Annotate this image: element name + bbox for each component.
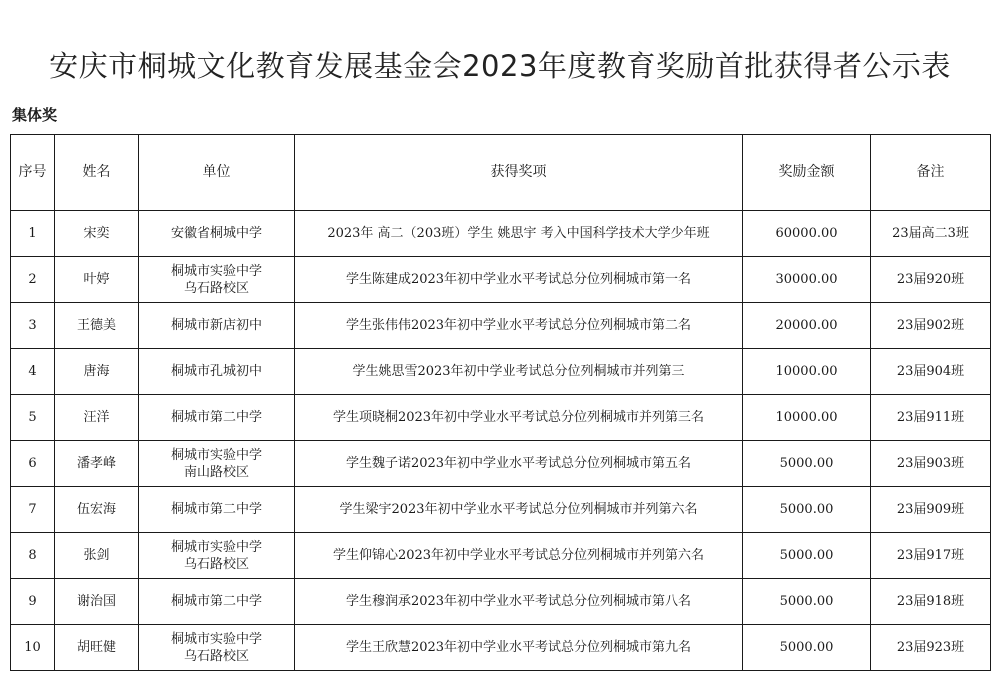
cell-index: 6	[11, 441, 55, 487]
unit-line-1: 桐城市实验中学	[170, 631, 262, 647]
cell-name: 伍宏海	[55, 487, 139, 533]
cell-amount: 5000.00	[743, 487, 871, 533]
header-amount: 奖励金额	[743, 135, 871, 211]
table-header-row	[11, 135, 991, 211]
cell-amount: 20000.00	[743, 303, 871, 349]
cell-note: 23届高二3班	[871, 211, 991, 257]
section-label: 集体奖	[12, 106, 58, 124]
unit-line-2: 乌石路校区	[183, 648, 249, 664]
cell-award: 学生陈建成2023年初中学业水平考试总分位列桐城市第一名	[295, 257, 743, 303]
cell-award: 学生梁宇2023年初中学业水平考试总分位列桐城市并列第六名	[295, 487, 743, 533]
cell-amount: 10000.00	[743, 349, 871, 395]
table-row	[11, 487, 991, 533]
unit-line-1: 桐城市第二中学	[170, 502, 262, 517]
header-unit: 单位	[139, 135, 295, 211]
cell-unit	[139, 303, 295, 349]
cell-index: 3	[11, 303, 55, 349]
unit-line-1: 桐城市新店初中	[170, 318, 262, 333]
cell-note: 23届903班	[871, 441, 991, 487]
header-award: 获得奖项	[295, 135, 743, 211]
cell-amount: 5000.00	[743, 533, 871, 579]
table-row	[11, 625, 991, 671]
cell-unit	[139, 211, 295, 257]
table-row	[11, 441, 991, 487]
header-note: 备注	[871, 135, 991, 211]
cell-unit	[139, 395, 295, 441]
cell-index: 10	[11, 625, 55, 671]
cell-unit	[139, 441, 295, 487]
cell-award: 学生姚思雪2023年初中学业考试总分位列桐城市并列第三	[295, 349, 743, 395]
cell-unit	[139, 533, 295, 579]
unit-line-2: 乌石路校区	[183, 280, 249, 296]
cell-note: 23届902班	[871, 303, 991, 349]
unit-line-2: 乌石路校区	[183, 556, 249, 572]
cell-award: 学生魏子诺2023年初中学业水平考试总分位列桐城市第五名	[295, 441, 743, 487]
unit-line-1: 桐城市实验中学	[170, 447, 262, 463]
cell-award: 学生王欣慧2023年初中学业水平考试总分位列桐城市第九名	[295, 625, 743, 671]
cell-amount: 5000.00	[743, 579, 871, 625]
cell-index: 7	[11, 487, 55, 533]
cell-unit	[139, 487, 295, 533]
cell-note: 23届904班	[871, 349, 991, 395]
cell-amount: 60000.00	[743, 211, 871, 257]
cell-name: 潘孝峰	[55, 441, 139, 487]
cell-index: 8	[11, 533, 55, 579]
table-row	[11, 533, 991, 579]
cell-index: 5	[11, 395, 55, 441]
award-table	[10, 134, 991, 671]
cell-note: 23届917班	[871, 533, 991, 579]
cell-note: 23届911班	[871, 395, 991, 441]
unit-line-1: 桐城市实验中学	[170, 539, 262, 555]
unit-line-2: 南山路校区	[183, 464, 249, 480]
header-index: 序号	[11, 135, 55, 211]
cell-amount: 30000.00	[743, 257, 871, 303]
cell-unit	[139, 579, 295, 625]
cell-amount: 5000.00	[743, 441, 871, 487]
cell-note: 23届918班	[871, 579, 991, 625]
cell-note: 23届923班	[871, 625, 991, 671]
cell-name: 谢治国	[55, 579, 139, 625]
cell-name: 汪洋	[55, 395, 139, 441]
cell-award: 学生穆润承2023年初中学业水平考试总分位列桐城市第八名	[295, 579, 743, 625]
cell-note: 23届909班	[871, 487, 991, 533]
cell-name: 张剑	[55, 533, 139, 579]
cell-award: 学生张伟伟2023年初中学业水平考试总分位列桐城市第二名	[295, 303, 743, 349]
cell-name: 宋奕	[55, 211, 139, 257]
cell-award: 2023年 高二（203班）学生 姚思宇 考入中国科学技术大学少年班	[295, 211, 743, 257]
cell-index: 9	[11, 579, 55, 625]
cell-name: 胡旺健	[55, 625, 139, 671]
unit-line-1: 桐城市第二中学	[170, 410, 262, 425]
cell-amount: 10000.00	[743, 395, 871, 441]
cell-name: 叶婷	[55, 257, 139, 303]
unit-line-1: 桐城市第二中学	[170, 594, 262, 609]
cell-unit	[139, 625, 295, 671]
table-row	[11, 579, 991, 625]
cell-amount: 5000.00	[743, 625, 871, 671]
cell-index: 4	[11, 349, 55, 395]
unit-line-1: 桐城市实验中学	[170, 263, 262, 279]
table-row	[11, 395, 991, 441]
cell-unit	[139, 349, 295, 395]
cell-index: 1	[11, 211, 55, 257]
cell-unit	[139, 257, 295, 303]
table-row	[11, 303, 991, 349]
cell-name: 唐海	[55, 349, 139, 395]
cell-award: 学生项晓桐2023年初中学业水平考试总分位列桐城市并列第三名	[295, 395, 743, 441]
table-row	[11, 349, 991, 395]
cell-name: 王德美	[55, 303, 139, 349]
page-title: 安庆市桐城文化教育发展基金会2023年度教育奖励首批获得者公示表	[49, 49, 951, 83]
unit-line-1: 安徽省桐城中学	[170, 226, 262, 241]
cell-note: 23届920班	[871, 257, 991, 303]
cell-award: 学生仰锦心2023年初中学业水平考试总分位列桐城市并列第六名	[295, 533, 743, 579]
table-row	[11, 257, 991, 303]
cell-index: 2	[11, 257, 55, 303]
unit-line-1: 桐城市孔城初中	[170, 364, 262, 379]
table-row	[11, 211, 991, 257]
header-name: 姓名	[55, 135, 139, 211]
